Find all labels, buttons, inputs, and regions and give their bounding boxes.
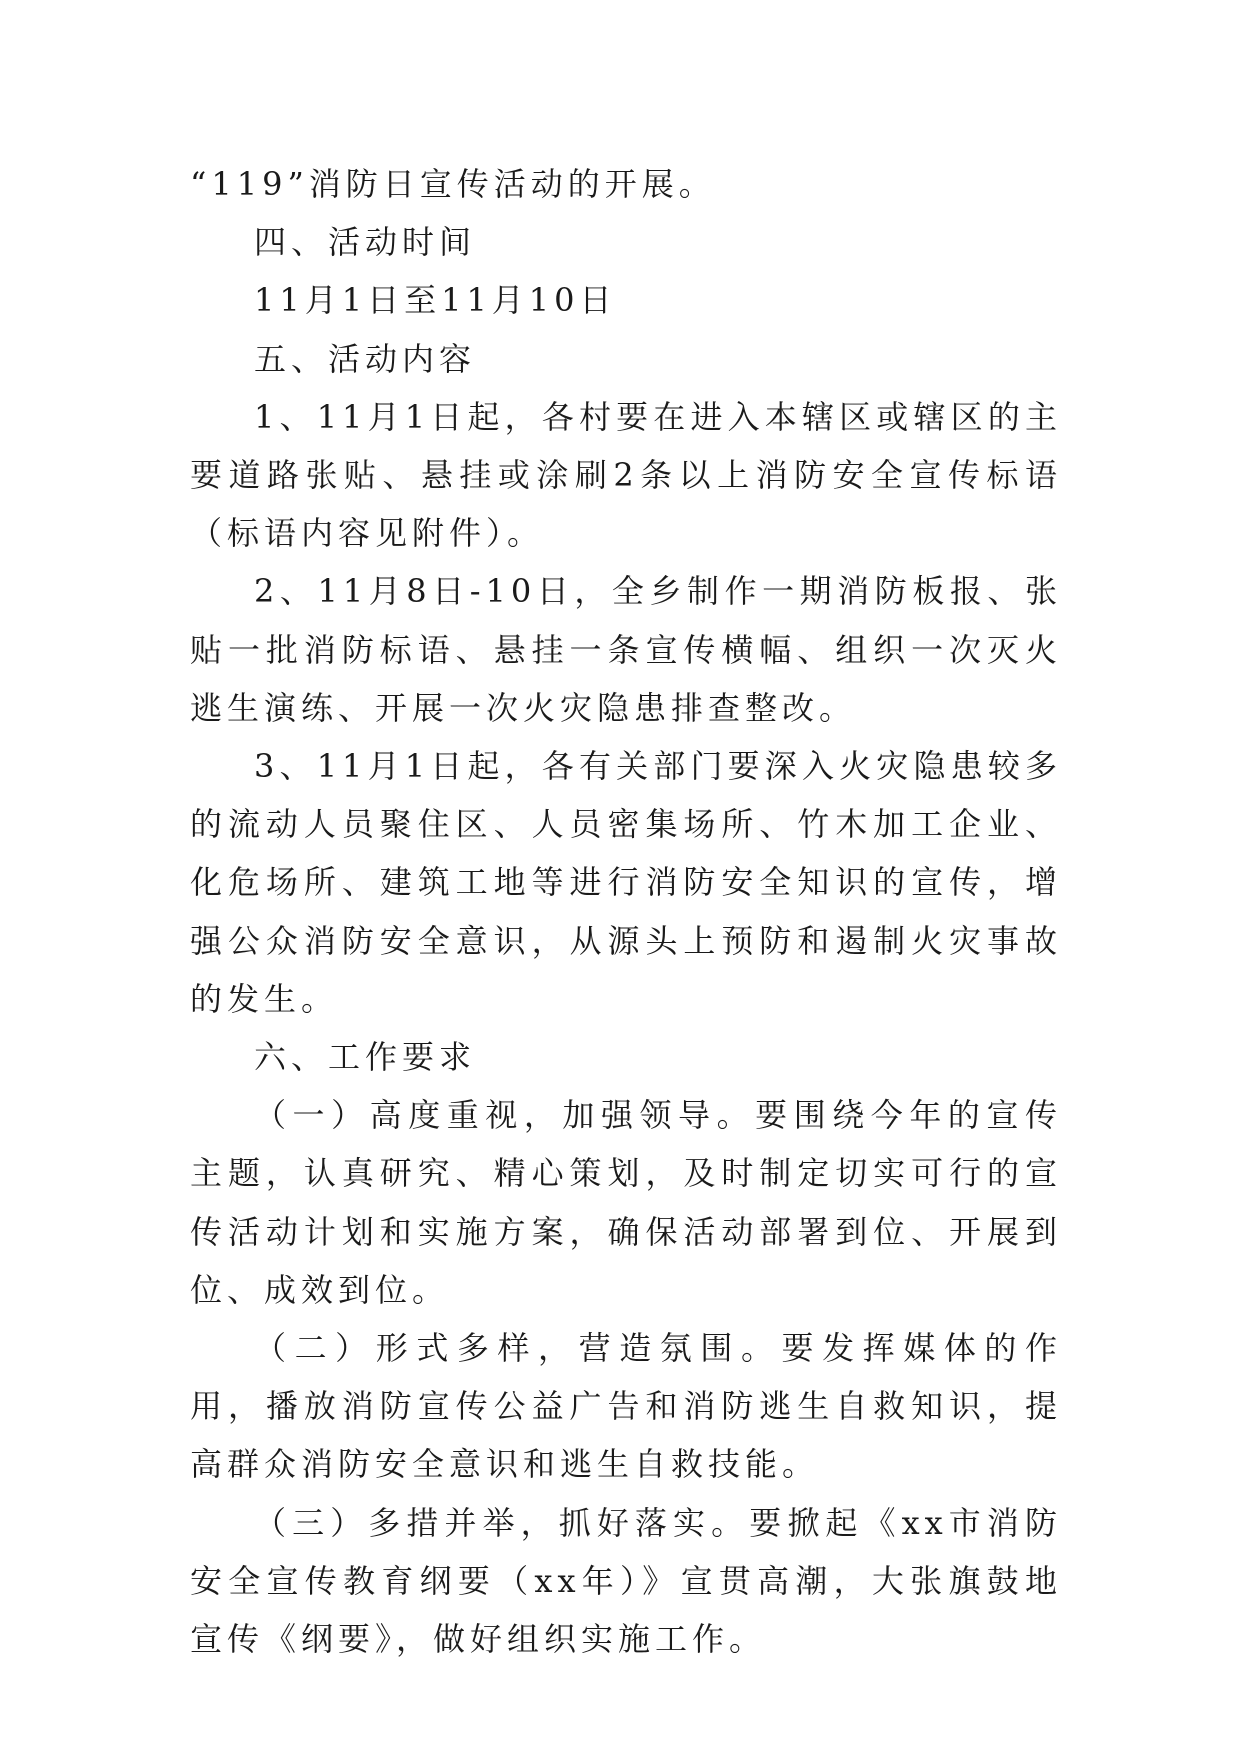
paragraph-content-item-3: 3、11月1日起，各有关部门要深入火灾隐患较多的流动人员聚住区、人员密集场所、竹木加工企业、化危场所、建筑工地等进行消防安全知识的宣传，增强公众消防安全意识，从源头上预防和遏制火灾事故的发生。: [190, 747, 1062, 1018]
paragraph-requirement-3: （三）多措并举，抓好落实。要掀起《xx市消防安全宣传教育纲要（xx年）》宣贯高潮，大张旗鼓地宣传《纲要》，做好组织实施工作。: [190, 1503, 1062, 1659]
paragraph-continuation: “119”消防日宣传活动的开展。: [190, 165, 716, 203]
paragraph-activity-dates: 11月1日至11月10日: [254, 281, 617, 320]
paragraph-content-item-2: 2、11月8日-10日，全乡制作一期消防板报、张贴一批消防标语、悬挂一条宣传横幅、组织一次灭火逃生演练、开展一次火灾隐患排查整改。: [190, 572, 1062, 727]
paragraph-requirement-2: （二）形式多样，营造氛围。要发挥媒体的作用，播放消防宣传公益广告和消防逃生自救知识，提高群众消防安全意识和逃生自救技能。: [190, 1329, 1062, 1484]
section-heading-work-requirements: 六、工作要求: [254, 1038, 477, 1077]
paragraph-requirement-1: （一）高度重视，加强领导。要围绕今年的宣传主题，认真研究、精心策划，及时制定切实可行的宣传活动计划和实施方案，确保活动部署到位、开展到位、成效到位。: [190, 1096, 1062, 1309]
section-heading-activity-content: 五、活动内容: [254, 339, 477, 378]
section-heading-activity-time: 四、活动时间: [254, 223, 477, 262]
paragraph-content-item-1: 1、11月1日起，各村要在进入本辖区或辖区的主要道路张贴、悬挂或涂刷2条以上消防安全宣传标语（标语内容见附件）。: [190, 397, 1062, 553]
document-page: [190, 155, 1062, 1668]
